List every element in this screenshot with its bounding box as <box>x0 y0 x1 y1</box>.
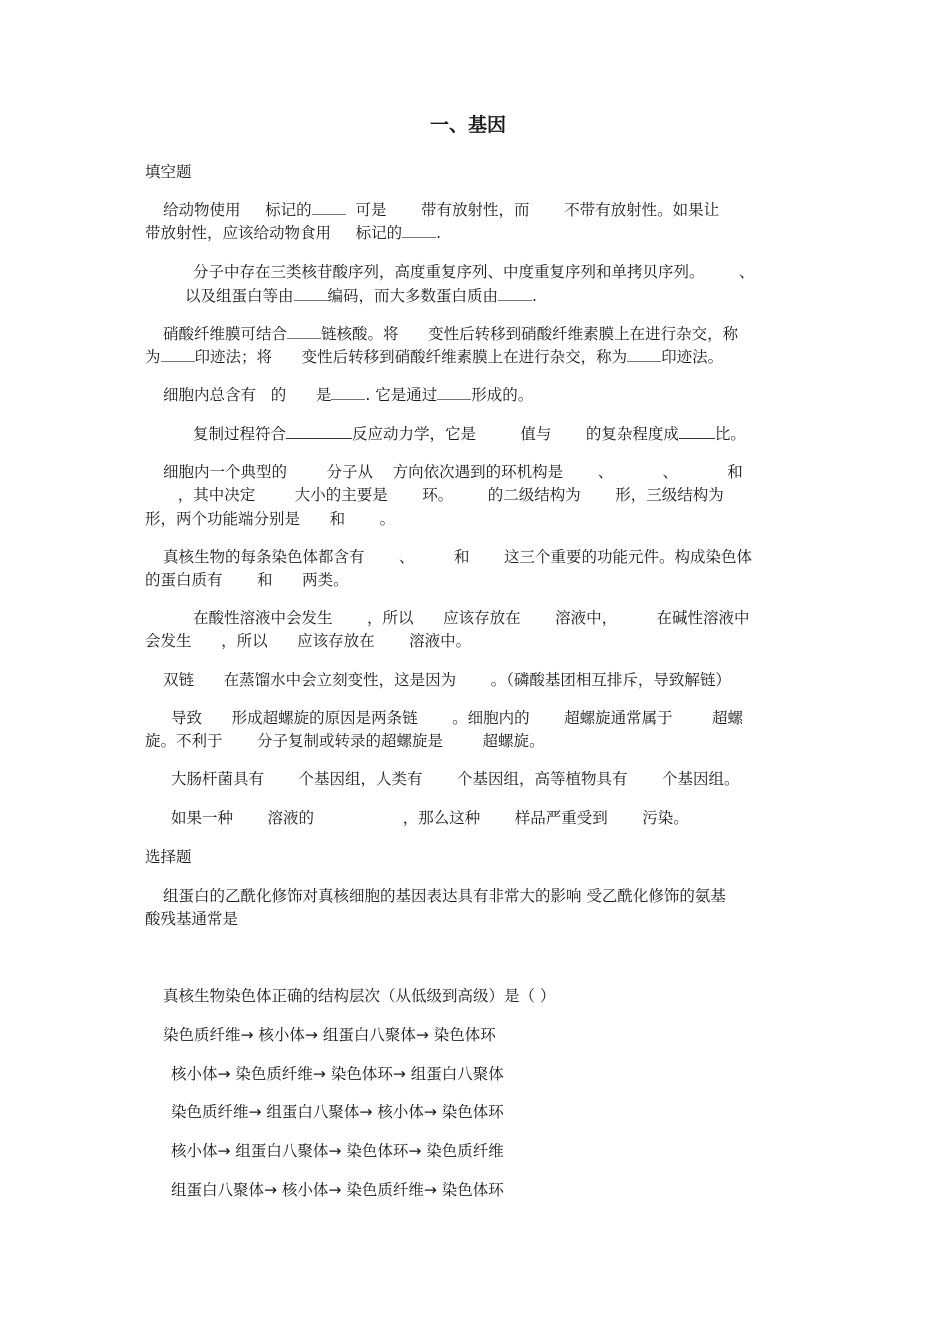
choice-2-stem: 真核生物染色体正确的结构层次（从低级到高级）是（ ） <box>163 987 556 1005</box>
question-5: 复制过程符合 反应动力学，它是 值与 的复杂程度成 比。 <box>193 425 746 443</box>
question-1-line-2: 带放射性，应该给动物食用 标记的 . <box>145 224 442 242</box>
page-title: 一、基因 <box>430 114 507 136</box>
question-4: 细胞内总含有 的 是 . 它是通过 形成的。 <box>163 386 534 404</box>
question-1-line-1: 给动物使用 标记的 可是 带有放射性，而 不带有放射性。如果让 <box>163 201 720 219</box>
question-10-line-2: 旋。不利于 分子复制或转录的超螺旋是 超螺旋。 <box>145 732 545 750</box>
choice-2-option-5: 组蛋白八聚体→ 核小体→ 染色质纤维→ 染色体环 <box>171 1181 504 1199</box>
question-11: 大肠杆菌具有 个基因组，人类有 个基因组，高等植物具有 个基因组。 <box>171 770 740 788</box>
choice-1-line-1: 组蛋白的乙酰化修饰对真核细胞的基因表达具有非常大的影响 受乙酰化修饰的氨基 <box>163 887 726 905</box>
section-fill-in-heading: 填空题 <box>145 163 192 181</box>
question-2-line-2: 以及组蛋白等由 编码，而大多数蛋白质由 . <box>185 287 537 305</box>
question-9: 双链 在蒸馏水中会立刻变性，这是因为 。（磷酸基团相互排斥，导致解链） <box>163 671 731 689</box>
question-8-line-1: 在酸性溶液中会发生 ，所以 应该存放在 溶液中， 在碱性溶液中 <box>193 609 750 627</box>
question-3-line-2: 为 印迹法；将 变性后转移到硝酸纤维素膜上在进行杂交，称为 印迹法。 <box>145 348 724 366</box>
choice-2-option-2: 核小体→ 染色质纤维→ 染色体环→ 组蛋白八聚体 <box>171 1065 504 1083</box>
question-6-line-2: ，其中决定 大小的主要是 环。 的二级结构为 形，三级结构为 <box>177 486 724 504</box>
question-6-line-3: 形，两个功能端分别是 和 。 <box>145 510 396 528</box>
choice-2-option-3: 染色质纤维→ 组蛋白八聚体→ 核小体→ 染色体环 <box>171 1103 504 1121</box>
choice-2-option-4: 核小体→ 组蛋白八聚体→ 染色体环→ 染色质纤维 <box>171 1142 504 1160</box>
question-12: 如果一种 溶液的 ，那么这种 样品严重受到 污染。 <box>171 809 689 827</box>
question-6-line-1: 细胞内一个典型的 分子从 方向依次遇到的环机构是 、 、 和 <box>163 463 743 481</box>
question-7-line-2: 的蛋白质有 和 两类。 <box>145 571 349 589</box>
choice-2-option-1: 染色质纤维→ 核小体→ 组蛋白八聚体→ 染色体环 <box>163 1026 496 1044</box>
question-3-line-1: 硝酸纤维膜可结合 链核酸。将 变性后转移到硝酸纤维素膜上在进行杂交，称 <box>163 325 739 343</box>
question-7-line-1: 真核生物的每条染色体都含有 、 和 这三个重要的功能元件。构成染色体 <box>163 548 752 566</box>
question-2-line-1: 分子中存在三类核苷酸序列，高度重复序列、中度重复序列和单拷贝序列。 、 <box>193 263 755 281</box>
section-choice-heading: 选择题 <box>145 848 192 866</box>
question-10-line-1: 导致 形成超螺旋的原因是两条链 。细胞内的 超螺旋通常属于 超螺 <box>171 709 744 727</box>
choice-1-line-2: 酸残基通常是 <box>145 910 239 928</box>
question-8-line-2: 会发生 ，所以 应该存放在 溶液中。 <box>145 632 472 650</box>
